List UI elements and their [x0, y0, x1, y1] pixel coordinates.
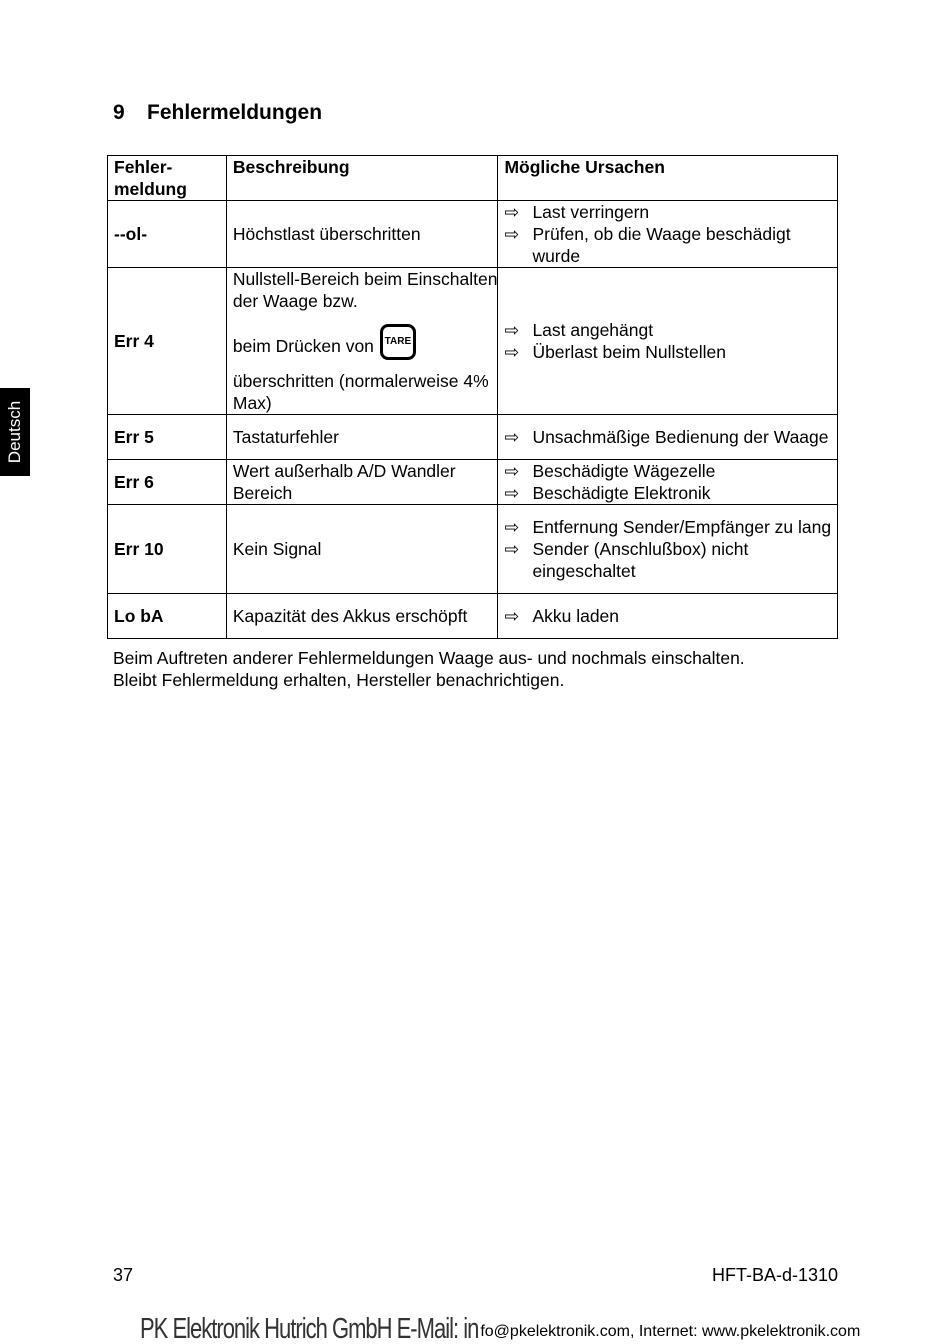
table-row: [108, 415, 838, 460]
error-causes: [498, 594, 838, 639]
table-header-row: [108, 156, 838, 201]
error-code: Err 4: [108, 268, 227, 415]
table-row: [108, 201, 838, 268]
note-line: Bleibt Fehlermeldung erhalten, Hersteller benachrichtigen.: [113, 670, 565, 690]
error-code: --ol-: [108, 201, 227, 268]
note-paragraph: [113, 647, 843, 691]
error-causes: [498, 505, 838, 594]
error-description: Höchstlast überschritten: [226, 201, 498, 268]
cause-item: ⇨ Unsachmäßige Bedienung der Waage: [504, 427, 829, 447]
error-description: Kapazität des Akkus erschöpft: [226, 594, 498, 639]
footer-contact: [140, 1316, 860, 1344]
error-table: [107, 155, 838, 639]
cause-item: ⇨ Beschädigte Elektronik: [504, 483, 711, 503]
error-code: Err 10: [108, 505, 227, 594]
cause-item: ⇨ Sender (Anschlußbox) nicht eingeschaltet: [504, 539, 749, 581]
table-row: [108, 505, 838, 594]
arrow-icon: ⇨: [504, 539, 520, 559]
error-causes: [498, 268, 838, 415]
arrow-icon: ⇨: [504, 224, 520, 244]
language-tab: [0, 388, 30, 476]
error-description: Tastaturfehler: [226, 415, 498, 460]
arrow-icon: ⇨: [504, 606, 520, 626]
error-causes: [498, 201, 838, 268]
note-line: Beim Auftreten anderer Fehlermeldungen Waage aus- und nochmals einschalten.: [113, 648, 745, 668]
document-id: HFT-BA-d-1310: [711, 1265, 838, 1285]
error-description: Kein Signal: [226, 505, 498, 594]
footer-cut-text: PK Elektronik Hutrich GmbH E-Mail: in: [140, 1316, 479, 1344]
tare-key-icon: TARE: [380, 324, 416, 360]
arrow-icon: ⇨: [504, 202, 520, 222]
cause-item: ⇨ Beschädigte Wägezelle: [504, 461, 716, 481]
error-code: Err 6: [108, 460, 227, 505]
cause-item: ⇨ Prüfen, ob die Waage beschädigt wurde: [504, 224, 791, 266]
cause-item: ⇨ Last angehängt: [504, 320, 654, 340]
header-code: Fehler- meldung: [108, 156, 227, 201]
table-row: [108, 594, 838, 639]
cause-item: ⇨ Last verringern: [504, 202, 650, 222]
arrow-icon: ⇨: [504, 427, 520, 447]
arrow-icon: ⇨: [504, 342, 520, 362]
arrow-icon: ⇨: [504, 483, 520, 503]
error-description: Wert außerhalb A/D Wandler Bereich: [226, 460, 498, 505]
page-number: 37: [113, 1265, 134, 1285]
cause-item: ⇨ Überlast beim Nullstellen: [504, 342, 726, 362]
arrow-icon: ⇨: [504, 320, 520, 340]
header-description: Beschreibung: [226, 156, 498, 201]
error-code: Lo bA: [108, 594, 227, 639]
arrow-icon: ⇨: [504, 517, 520, 537]
error-causes: [498, 460, 838, 505]
error-causes: [498, 415, 838, 460]
section-number: 9: [113, 101, 125, 124]
error-code: Err 5: [108, 415, 227, 460]
section-title: Fehlermeldungen: [147, 101, 323, 124]
error-description: Nullstell-Bereich beim Einschalten der Waage bzw. beim Drücken von TARE überschritten (normalerweise 4% Max): [226, 268, 498, 415]
cause-item: ⇨ Entfernung Sender/Empfänger zu lang: [504, 517, 832, 537]
header-causes: Mögliche Ursachen: [498, 156, 838, 201]
language-tab-label: Deutsch: [5, 400, 24, 464]
section-heading: [113, 101, 322, 125]
table-row: [108, 268, 838, 415]
cause-item: ⇨ Akku laden: [504, 606, 620, 626]
footer-contact-text: fo@pkelektronik.com, Internet: www.pkelektronik.com: [480, 1323, 861, 1340]
table-row: [108, 460, 838, 505]
arrow-icon: ⇨: [504, 461, 520, 481]
